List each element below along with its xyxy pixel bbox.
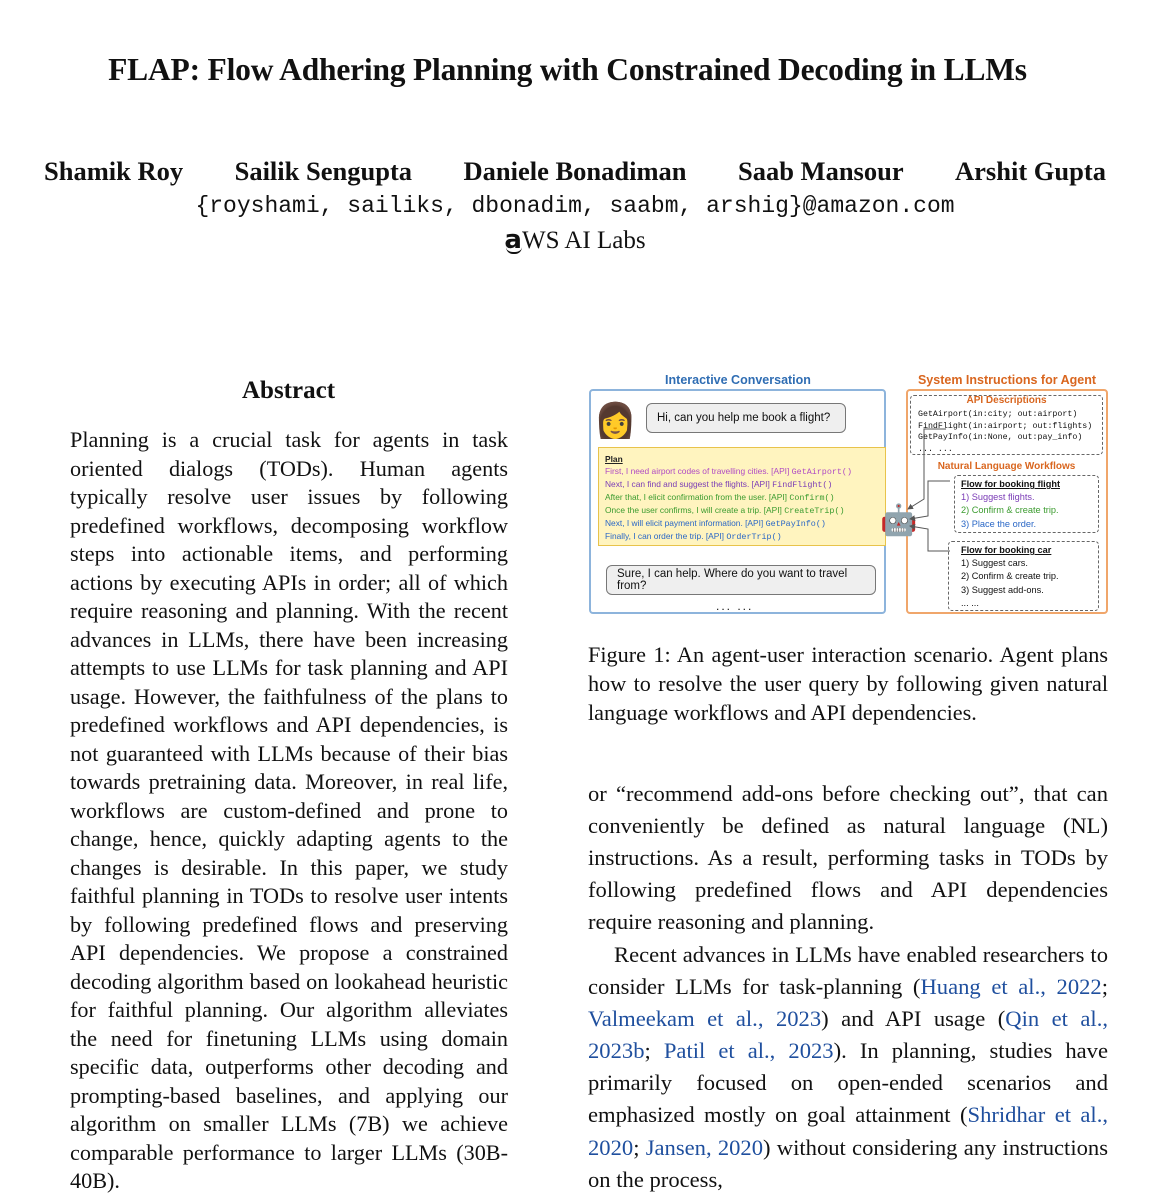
author-name: Daniele Bonadiman — [463, 156, 687, 186]
api-line: ... ... — [918, 444, 953, 454]
citation-link[interactable]: Shridhar et al., 2020 — [588, 1102, 1108, 1160]
figure-caption: Figure 1: An agent-user interaction scenario. Agent plans how to resolve the user query by following given natural language workflows and API dependencies. — [588, 642, 1108, 725]
plan-line: Finally, I can order the trip. [API] OrderTrip() — [605, 531, 782, 542]
abstract-body: Planning is a crucial task for agents in task oriented dialogs (TODs). Human agents typically resolve user issues by following predefined workflows, decomposing workflow steps into actionable items, and performing actions by executing APIs in order; all of which require reasoning and planning. With the recent advances in LLMs, there have been increasing attempts to use LLMs for task planning and API usage. However, the faithfulness of the plans to predefined workflows and API dependencies, is not guaranteed with LLMs because of their bias towards pretraining data. Moreover, in real life, workflows are custom-defined and prone to change, hence, quickly adapting agents to the changes is desirable. In this paper, we study faithful planning in TODs to resolve user intents by following predefined flows and preserving API dependencies. We propose a constrained decoding algorithm based on lookahead heuristic for faithful planning. Our algorithm alleviates the need for finetuning LLMs using domain specific data, outperforms other decoding and prompting-based baselines, and applying our algorithm on smaller LLMs (7B) we achieve comparable performance to larger LLMs (30B-40B). — [70, 427, 508, 1193]
citation-link[interactable]: Patil et al., 2023 — [663, 1038, 834, 1064]
author-list — [44, 156, 1106, 187]
plan-line: First, I need airport codes of travelling cities. [API] GetAirport() — [605, 466, 852, 477]
affiliation — [0, 225, 1150, 255]
plan-line: Next, I can find and suggest the flights. [API] FindFlight() — [605, 479, 833, 490]
flow-step: 3) Place the order. — [961, 518, 1037, 529]
author-name: Saab Mansour — [737, 156, 904, 186]
paper-title: FLAP: Flow Adhering Planning with Constrained Decoding in LLMs — [108, 52, 1027, 87]
flow-step: 1) Suggest flights. — [961, 492, 1035, 503]
citation-link[interactable]: Valmeekam et al., 2023 — [588, 1006, 822, 1032]
agent-message-bubble: Sure, I can help. Where do you want to travel from? — [606, 565, 876, 595]
user-message-bubble: Hi, can you help me book a flight? — [646, 403, 846, 433]
nl-workflows-title: Natural Language Workflows — [937, 461, 1076, 472]
citation-link[interactable]: Huang et al., 2022 — [920, 974, 1102, 1000]
citation-link[interactable]: Qin et al., 2023b — [588, 1006, 1108, 1064]
api-line: GetPayInfo(in:None, out:pay_info) — [918, 433, 1083, 442]
author-emails: {royshami, sailiks, dbonadim, saabm, arshig}@amazon.com — [195, 193, 955, 219]
author-name: Sailik Sengupta — [234, 156, 413, 186]
plan-line: Next, I will elicit payment information. [API] GetPayInfo() — [605, 518, 826, 529]
flow-step: ... ... — [961, 597, 979, 608]
author-name: Arshit Gupta — [955, 156, 1106, 186]
arrow-flight-to-robot — [910, 481, 950, 519]
author-name: Shamik Roy — [44, 156, 184, 186]
citation-link[interactable]: Jansen, 2020 — [645, 1134, 764, 1160]
flow-step: 2) Confirm & create trip. — [961, 505, 1059, 516]
conversation-ellipsis: ... ... — [716, 599, 754, 613]
plan-line: After that, I elicit confirmation from the user. [API] Confirm() — [605, 492, 835, 503]
flight-flow-box — [954, 475, 1099, 533]
body-paragraph-1: or “recommend add-ons before checking out”, that can conveniently be defined as natural language (NL) instructions. As a result, performing tasks in TODs by following predefined flows and API dependencies require reasoning and planning. — [588, 781, 1108, 935]
figure-left-heading: Interactive Conversation — [665, 373, 811, 387]
affiliation-text: WS AI Labs — [521, 227, 646, 254]
flight-flow-title: Flow for booking flight — [961, 479, 1060, 489]
user-avatar-icon: 👩 — [594, 402, 637, 440]
flow-step: 3) Suggest add-ons. — [961, 584, 1044, 595]
plan-line: Once the user confirms, I will create a trip. [API] CreateTrip() — [605, 505, 845, 516]
flow-step: 2) Confirm & create trip. — [961, 571, 1059, 582]
api-descriptions-list — [918, 409, 1092, 455]
plan-title: Plan — [605, 454, 623, 464]
flow-step: 1) Suggest cars. — [961, 558, 1028, 569]
car-flow-title: Flow for booking car — [961, 545, 1052, 555]
car-flow-border — [948, 541, 1099, 611]
figure-right-heading: System Instructions for Agent — [917, 373, 1097, 387]
amazon-logo-icon: a — [504, 225, 522, 255]
api-line: FindFlight(in:airport; out:flights) — [918, 421, 1093, 431]
api-descriptions-title: API Descriptions — [966, 395, 1047, 406]
figure-1 — [588, 369, 1108, 617]
arrow-car-to-robot — [910, 526, 950, 551]
api-line: GetAirport(in:city; out:airport) — [918, 410, 1078, 419]
abstract-heading: Abstract — [241, 377, 336, 404]
robot-agent-icon: 🤖 — [880, 504, 918, 537]
body-paragraph-2: Recent advances in LLMs have enabled researchers to consider LLMs for task-planning (Huang et al., 2022; Valmeekam et al., 2023) and API usage (Qin et al., 2023b; Patil et al., 2023). In planning, studies have primarily focused on open-ended scenarios and emphasized mostly on goal attainment (Shridhar et al., 2020; Jansen, 2020) without considering any instructions on the process, — [588, 942, 1109, 1192]
